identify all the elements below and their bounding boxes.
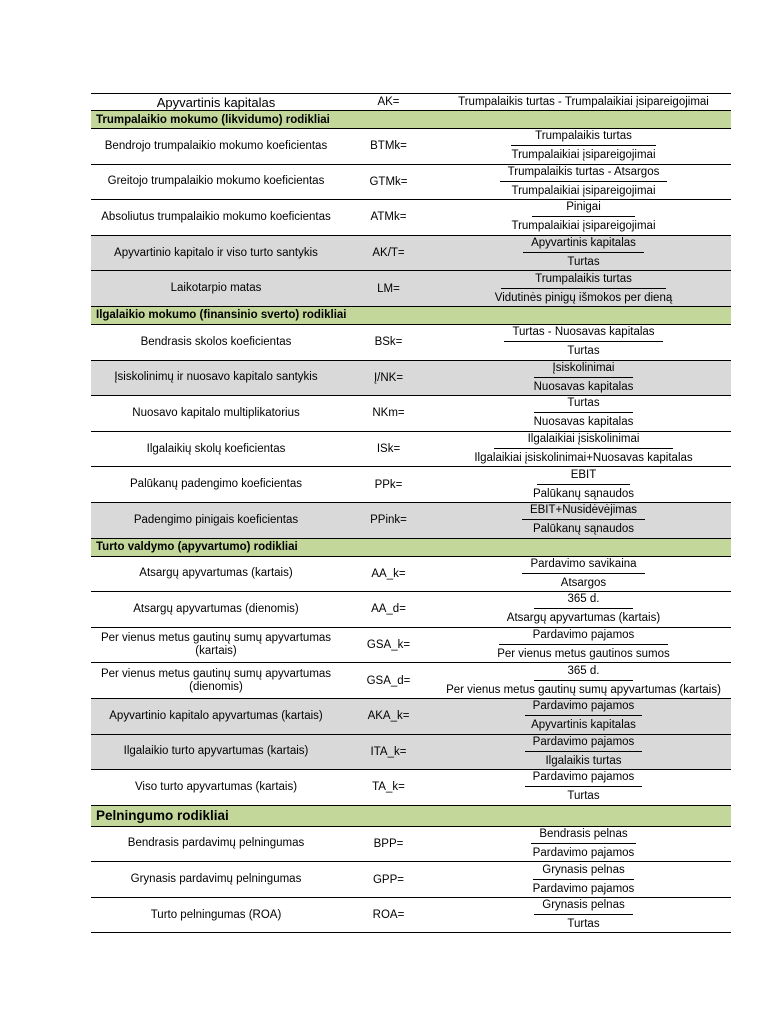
ratio-abbr: BPP= — [373, 837, 404, 850]
table-row — [91, 325, 731, 361]
table-row — [91, 361, 731, 397]
ratio-name: Palūkanų padengimo koeficientas — [130, 478, 302, 491]
ratio-name: Turto pelningumas (ROA) — [150, 908, 282, 921]
formula-denominator: Turtas — [567, 790, 600, 803]
ratio-name: Padengimo pinigais koeficientas — [133, 513, 299, 526]
header-row — [91, 93, 731, 111]
ratio-formula — [436, 898, 731, 933]
ratio-abbr: GPP= — [372, 873, 404, 886]
ratio-name: Absoliutus trumpalaikio mokumo koeficientas — [101, 210, 331, 223]
ratio-abbr: AA_k= — [371, 567, 406, 580]
ratios-table — [91, 93, 731, 933]
formula-numerator: Ilgalaikiai įsiskolinimai — [527, 433, 640, 446]
formula-denominator: Vidutinės pinigų išmokos per dieną — [494, 291, 673, 304]
table-row — [91, 827, 731, 863]
ratio-formula — [436, 770, 731, 805]
ratio-name: Įsiskolinimų ir nuosavo kapitalo santykis — [114, 371, 318, 384]
table-row — [91, 236, 731, 272]
table-row — [91, 165, 731, 201]
ratio-formula — [436, 361, 731, 396]
ratio-abbr: GSA_d= — [366, 674, 411, 687]
table-row — [91, 396, 731, 432]
ratio-name: Atsargų apyvartumas (kartais) — [139, 567, 293, 580]
ratio-name: Greitojo trumpalaikio mokumo koeficientas — [107, 175, 325, 188]
ratio-formula — [436, 663, 731, 698]
ratio-abbr: PPink= — [370, 514, 407, 527]
ratio-formula — [436, 827, 731, 862]
ratio-name: Bendrasis skolos koeficientas — [140, 335, 292, 348]
table-row — [91, 699, 731, 735]
formula-denominator: Trumpalaikiai įsipareigojimai — [511, 220, 656, 233]
table-row — [91, 735, 731, 771]
ratio-abbr: ROA= — [372, 909, 405, 922]
formula-numerator: Trumpalaikis turtas - Atsargos — [507, 165, 660, 178]
table-row — [91, 663, 731, 699]
table-row — [91, 200, 731, 236]
table-row — [91, 432, 731, 468]
table-row — [91, 592, 731, 628]
formula-numerator: Turtas - Nuosavas kapitalas — [512, 326, 655, 339]
ratio-abbr: AK/T= — [372, 247, 405, 260]
header-formula: Trumpalaikis turtas - Trumpalaikiai įsipareigojimai — [458, 95, 709, 108]
ratio-name: Per vienus metus gautinų sumų apyvartumas (dienomis) — [100, 667, 332, 693]
ratio-name: Apyvartinio kapitalo ir viso turto santykis — [114, 246, 318, 259]
ratio-formula — [436, 396, 731, 431]
formula-numerator: Pardavimo pajamos — [532, 735, 635, 748]
ratio-name: Grynasis pardavimų pelningumas — [130, 873, 302, 886]
ratio-abbr: NKm= — [372, 407, 405, 420]
sections-container — [91, 111, 731, 933]
ratio-abbr: ISk= — [376, 443, 401, 456]
table-row — [91, 271, 731, 307]
ratio-abbr: BSk= — [374, 336, 403, 349]
ratio-formula — [436, 503, 731, 538]
formula-numerator: Pardavimo pajamos — [532, 771, 635, 784]
formula-numerator: Turtas — [567, 397, 600, 410]
formula-denominator: Palūkanų sąnaudos — [532, 523, 635, 536]
section-title: Ilgalaikio mokumo (finansinio sverto) rodikliai — [96, 309, 347, 322]
formula-denominator: Trumpalaikiai įsipareigojimai — [511, 184, 656, 197]
formula-denominator: Ilgalaikis turtas — [545, 754, 622, 767]
formula-denominator: Turtas — [567, 345, 600, 358]
ratio-formula — [436, 325, 731, 360]
section-header — [91, 539, 731, 557]
ratio-abbr: TA_k= — [372, 781, 405, 794]
section-title: Trumpalaikio mokumo (likvidumo) rodikliai — [96, 113, 330, 126]
ratio-name: Bendrasis pardavimų pelningumas — [127, 837, 305, 850]
formula-numerator: EBIT — [570, 468, 597, 481]
ratio-abbr: AA_d= — [371, 603, 406, 616]
ratio-abbr: Į/NK= — [373, 371, 404, 384]
ratio-name: Atsargų apyvartumas (dienomis) — [133, 602, 299, 615]
ratio-abbr: GSA_k= — [366, 639, 411, 652]
ratio-abbr: PPk= — [374, 478, 403, 491]
table-row — [91, 898, 731, 934]
formula-numerator: Pardavimo pajamos — [532, 700, 635, 713]
ratio-abbr: BTMk= — [370, 140, 407, 153]
formula-denominator: Trumpalaikiai įsipareigojimai — [511, 149, 656, 162]
table-row — [91, 628, 731, 664]
ratio-formula — [436, 592, 731, 627]
formula-denominator: Nuosavas kapitalas — [533, 416, 634, 429]
ratio-name: Apyvartinio kapitalo apyvartumas (kartais) — [109, 709, 323, 722]
ratio-name: Bendrojo trumpalaikio mokumo koeficientas — [104, 139, 328, 152]
formula-numerator: 365 d. — [567, 593, 600, 606]
section-title: Turto valdymo (apyvartumo) rodikliai — [96, 541, 298, 554]
formula-denominator: Nuosavas kapitalas — [533, 380, 634, 393]
ratio-formula — [436, 271, 731, 306]
formula-numerator: Pardavimo savikaina — [530, 557, 637, 570]
ratio-name: Per vienus metus gautinų sumų apyvartumas (kartais) — [100, 632, 332, 658]
ratio-formula — [436, 699, 731, 734]
table-row — [91, 503, 731, 539]
formula-numerator: EBIT+Nusidėvėjimas — [529, 504, 638, 517]
table-row — [91, 129, 731, 165]
ratio-abbr: GTMk= — [369, 175, 408, 188]
ratio-name: Laikotarpio matas — [170, 282, 262, 295]
ratio-formula — [436, 628, 731, 663]
ratio-name: Ilgalaikio turto apyvartumas (kartais) — [123, 745, 309, 758]
formula-denominator: Atsargų apyvartumas (kartais) — [506, 612, 661, 625]
ratio-abbr: ATMk= — [370, 211, 407, 224]
header-abbr: AK= — [377, 96, 400, 108]
formula-numerator: Grynasis pelnas — [542, 863, 625, 876]
ratio-formula — [436, 735, 731, 770]
ratio-formula — [436, 200, 731, 235]
formula-denominator: Per vienus metus gautinos sumos — [497, 648, 670, 661]
table-row — [91, 770, 731, 806]
formula-numerator: Trumpalaikis turtas — [535, 272, 632, 285]
formula-numerator: Apyvartinis kapitalas — [531, 237, 636, 250]
formula-denominator: Turtas — [567, 918, 600, 931]
ratio-formula — [436, 129, 731, 164]
ratio-formula — [436, 236, 731, 271]
formula-denominator: Apyvartinis kapitalas — [531, 719, 636, 732]
formula-numerator: 365 d. — [567, 664, 600, 677]
section-header — [91, 111, 731, 129]
section-header — [91, 806, 731, 827]
section-header — [91, 307, 731, 325]
formula-denominator: Pardavimo pajamos — [532, 846, 635, 859]
ratio-formula — [436, 467, 731, 502]
formula-denominator: Atsargos — [560, 576, 607, 589]
table-row — [91, 557, 731, 593]
formula-denominator: Ilgalaikiai įsiskolinimai+Nuosavas kapitalas — [474, 452, 693, 465]
ratio-formula — [436, 557, 731, 592]
formula-numerator: Pardavimo pajamos — [532, 629, 635, 642]
header-name: Apyvartinis kapitalas — [156, 94, 276, 110]
section-title: Pelningumo rodikliai — [96, 808, 229, 824]
formula-denominator: Palūkanų sąnaudos — [532, 487, 635, 500]
ratio-formula — [436, 165, 731, 200]
formula-denominator: Turtas — [567, 256, 600, 269]
table-row — [91, 862, 731, 898]
ratio-abbr: AKA_k= — [367, 710, 410, 723]
formula-numerator: Trumpalaikis turtas — [535, 130, 632, 143]
table-row — [91, 467, 731, 503]
formula-denominator: Pardavimo pajamos — [532, 882, 635, 895]
formula-numerator: Bendrasis pelnas — [539, 827, 628, 840]
formula-numerator: Pinigai — [566, 201, 601, 214]
ratio-name: Viso turto apyvartumas (kartais) — [134, 780, 298, 793]
ratio-abbr: LM= — [377, 282, 400, 295]
ratio-formula — [436, 432, 731, 467]
formula-denominator: Per vienus metus gautinų sumų apyvartumas (kartais) — [446, 683, 721, 696]
ratio-name: Ilgalaikių skolų koeficientas — [146, 442, 286, 455]
formula-numerator: Įsiskolinimai — [552, 361, 615, 374]
ratio-name: Nuosavo kapitalo multiplikatorius — [132, 406, 300, 419]
ratio-formula — [436, 862, 731, 897]
ratio-abbr: ITA_k= — [370, 745, 407, 758]
formula-numerator: Grynasis pelnas — [542, 899, 625, 912]
